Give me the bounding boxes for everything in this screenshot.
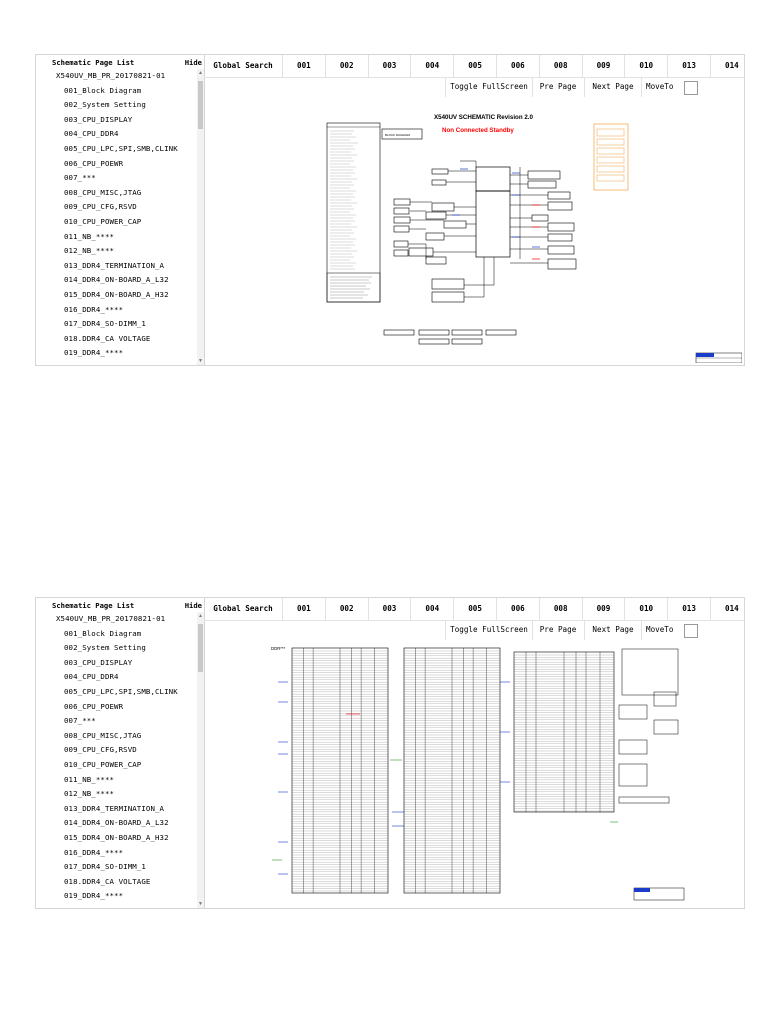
page-list-item[interactable]: 017_DDR4_SO-DIMM_1 bbox=[64, 862, 146, 872]
page-tab[interactable]: 009 bbox=[583, 55, 626, 77]
page-list-item[interactable]: 009_CPU_CFG,RSVD bbox=[64, 745, 137, 755]
move-to-input[interactable] bbox=[684, 624, 698, 638]
page-list-panel bbox=[36, 55, 205, 365]
page-list-item[interactable]: 003_CPU_DISPLAY bbox=[64, 114, 133, 124]
hide-button[interactable]: Hide bbox=[184, 601, 202, 610]
page-tab[interactable]: 003 bbox=[369, 55, 412, 77]
page-tab[interactable]: 001 bbox=[283, 598, 326, 620]
page-tab[interactable]: 010 bbox=[625, 598, 668, 620]
page-tab[interactable]: 013 bbox=[668, 55, 711, 77]
page-list-scrollbar[interactable] bbox=[197, 612, 204, 908]
page-list-item[interactable]: 017_DDR4_SO-DIMM_1 bbox=[64, 319, 146, 329]
page-list-item[interactable]: 005_CPU_LPC,SPI,SMB,CLINK bbox=[64, 143, 178, 153]
schematic-subtitle: Non Connected Standby bbox=[442, 127, 514, 134]
page-list-header bbox=[36, 598, 204, 612]
page-list-item[interactable]: 004_CPU_DDR4 bbox=[64, 129, 119, 139]
page-tab[interactable]: 004 bbox=[411, 55, 454, 77]
move-to-label: MoveTo bbox=[646, 625, 674, 634]
page-list bbox=[36, 69, 204, 365]
page-tab[interactable]: 008 bbox=[540, 598, 583, 620]
page-list-item[interactable]: 006_CPU_POEWR bbox=[64, 158, 124, 168]
page-list-item[interactable]: 016_DDR4_**** bbox=[64, 847, 124, 857]
page-tab[interactable]: 005 bbox=[454, 598, 497, 620]
page-list-item[interactable]: 014_DDR4_ON-BOARD_A_L32 bbox=[64, 275, 169, 285]
page-tab[interactable]: 010 bbox=[625, 55, 668, 77]
page-tab[interactable]: 003 bbox=[369, 598, 412, 620]
page-list-item[interactable]: 018.DDR4_CA VOLTAGE bbox=[64, 876, 151, 886]
page-tab[interactable]: 005 bbox=[454, 55, 497, 77]
page-list bbox=[36, 612, 204, 908]
page-tab[interactable]: 004 bbox=[411, 598, 454, 620]
page-list-panel bbox=[36, 598, 205, 908]
page-tab[interactable]: 002 bbox=[326, 598, 369, 620]
page-list-item[interactable]: 014_DDR4_ON-BOARD_A_L32 bbox=[64, 818, 169, 828]
page-list-item[interactable]: 012_NB_**** bbox=[64, 246, 115, 256]
schematic-canvas-2 bbox=[214, 642, 742, 906]
page-list-item[interactable]: 015_DDR4_ON-BOARD_A_H32 bbox=[64, 289, 169, 299]
page-tab[interactable]: 001 bbox=[283, 55, 326, 77]
page-controls bbox=[204, 620, 744, 640]
page-list-item[interactable]: 009_CPU_CFG,RSVD bbox=[64, 202, 137, 212]
page-list-item[interactable]: 016_DDR4_**** bbox=[64, 304, 124, 314]
page-list-root[interactable]: X540UV_MB_PR_20170821-01 bbox=[56, 614, 166, 623]
page-list-item[interactable]: 008_CPU_MISC,JTAG bbox=[64, 187, 142, 197]
page-tab[interactable]: 013 bbox=[668, 598, 711, 620]
hide-button[interactable]: Hide bbox=[184, 58, 202, 67]
schematic-viewer-2 bbox=[35, 597, 745, 909]
page-list-item[interactable]: 012_NB_**** bbox=[64, 789, 115, 799]
scroll-up-icon[interactable]: ▲ bbox=[198, 613, 203, 619]
page-list-item[interactable]: 005_CPU_LPC,SPI,SMB,CLINK bbox=[64, 686, 178, 696]
schematic-title: X540UV SCHEMATIC Revision 2.0 bbox=[434, 114, 533, 121]
toggle-fullscreen-button[interactable]: Toggle FullScreen bbox=[445, 77, 533, 97]
schematic-viewer-1 bbox=[35, 54, 745, 366]
page-list-title: Schematic Page List bbox=[52, 58, 135, 67]
page-list-item[interactable]: 008_CPU_MISC,JTAG bbox=[64, 730, 142, 740]
block-diagram-label: BLOCK DIAGRAM bbox=[385, 133, 411, 137]
ddr-pinout-drawing bbox=[214, 642, 742, 906]
page-list-item[interactable]: 002_System Setting bbox=[64, 643, 146, 653]
page-controls bbox=[204, 77, 744, 97]
move-to-input[interactable] bbox=[684, 81, 698, 95]
page-list-item[interactable]: 006_CPU_POEWR bbox=[64, 701, 124, 711]
page-list-item[interactable]: 013_DDR4_TERMINATION_A bbox=[64, 803, 165, 813]
page-tab[interactable]: 006 bbox=[497, 55, 540, 77]
next-page-button[interactable]: Next Page bbox=[585, 620, 642, 640]
page-list-item[interactable]: 013_DDR4_TERMINATION_A bbox=[64, 260, 165, 270]
page-list-item[interactable]: 007_*** bbox=[64, 173, 96, 183]
page-list-item[interactable]: 015_DDR4_ON-BOARD_A_H32 bbox=[64, 832, 169, 842]
page-list-item[interactable]: 002_System Setting bbox=[64, 100, 146, 110]
page-list-item[interactable]: 007_*** bbox=[64, 716, 96, 726]
page-tab[interactable]: 009 bbox=[583, 598, 626, 620]
global-search-button[interactable]: Global Search bbox=[204, 598, 283, 620]
schematic-canvas-1 bbox=[214, 99, 742, 363]
scrollbar-thumb[interactable] bbox=[198, 624, 203, 672]
page-tab[interactable]: 006 bbox=[497, 598, 540, 620]
global-search-button[interactable]: Global Search bbox=[204, 55, 283, 77]
page-list-scrollbar[interactable] bbox=[197, 69, 204, 365]
block-diagram-drawing bbox=[214, 99, 742, 363]
page-list-title: Schematic Page List bbox=[52, 601, 135, 610]
page-tabs bbox=[204, 55, 744, 78]
next-page-button[interactable]: Next Page bbox=[585, 77, 642, 97]
page-list-header bbox=[36, 55, 204, 69]
scroll-up-icon[interactable]: ▲ bbox=[198, 70, 203, 76]
page-list-item[interactable]: 004_CPU_DDR4 bbox=[64, 672, 119, 682]
page-tabs bbox=[204, 598, 744, 621]
ddr-page-label: DDR*** bbox=[271, 646, 286, 651]
page-list-item[interactable]: 003_CPU_DISPLAY bbox=[64, 657, 133, 667]
pre-page-button[interactable]: Pre Page bbox=[532, 77, 585, 97]
page-list-item[interactable]: 001_Block Diagram bbox=[64, 628, 142, 638]
toggle-fullscreen-button[interactable]: Toggle FullScreen bbox=[445, 620, 533, 640]
move-to-label: MoveTo bbox=[646, 82, 674, 91]
page-list-root[interactable]: X540UV_MB_PR_20170821-01 bbox=[56, 71, 166, 80]
page-list-item[interactable]: 019_DDR4_**** bbox=[64, 891, 124, 901]
scroll-down-icon[interactable]: ▼ bbox=[198, 901, 203, 907]
page-list-item[interactable]: 018.DDR4_CA VOLTAGE bbox=[64, 333, 151, 343]
page-list-item[interactable]: 019_DDR4_**** bbox=[64, 348, 124, 358]
page-tab[interactable]: 002 bbox=[326, 55, 369, 77]
page-list-item[interactable]: 010_CPU_POWER_CAP bbox=[64, 216, 142, 226]
page-list-item[interactable]: 011_NB_**** bbox=[64, 231, 115, 241]
page-tab[interactable]: 014 bbox=[725, 604, 739, 613]
page-list-item[interactable]: 010_CPU_POWER_CAP bbox=[64, 759, 142, 769]
page-list-item[interactable]: 001_Block Diagram bbox=[64, 85, 142, 95]
page-list-item[interactable]: 011_NB_**** bbox=[64, 774, 115, 784]
scrollbar-thumb[interactable] bbox=[198, 81, 203, 129]
page-tab[interactable]: 014 bbox=[725, 61, 739, 70]
page-tab[interactable]: 008 bbox=[540, 55, 583, 77]
pre-page-button[interactable]: Pre Page bbox=[532, 620, 585, 640]
scroll-down-icon[interactable]: ▼ bbox=[198, 358, 203, 364]
